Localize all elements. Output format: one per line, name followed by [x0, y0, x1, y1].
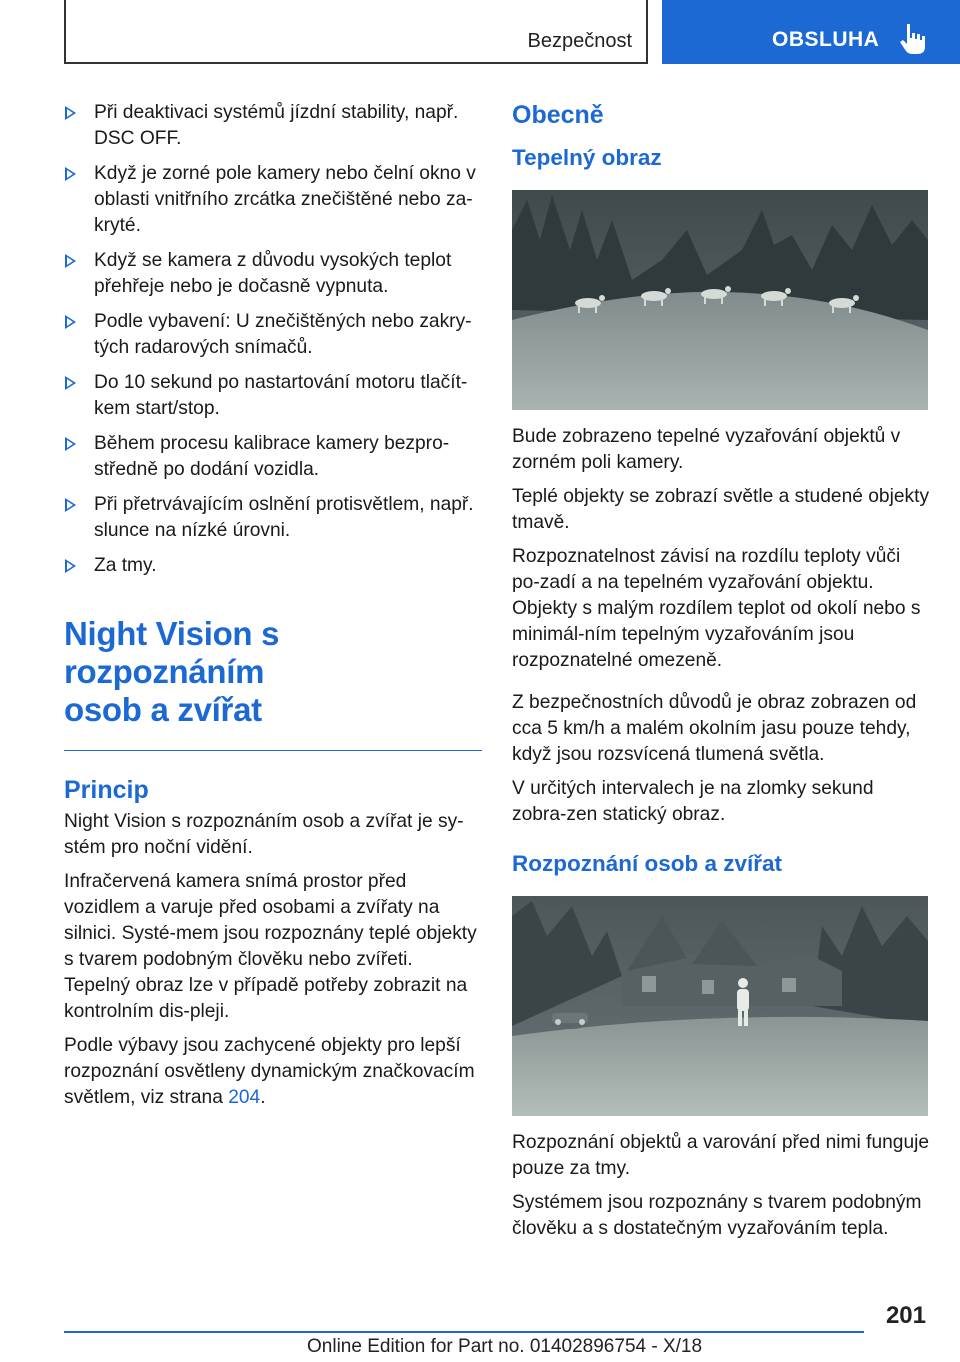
page-number: 201 — [885, 1302, 926, 1329]
list-item — [64, 309, 482, 361]
left-column — [64, 100, 482, 1119]
paragraph: Systémem jsou rozpoznány s tvarem podobným člověku a s dostatečným vyzařováním tepla. — [512, 1192, 922, 1239]
list-item — [64, 248, 482, 300]
paragraph: Infračervená kamera snímá prostor před vozidlem a varuje před osobami a zvířaty na silnici. Systé-mem jsou rozpoznány teplé objekty s tvarem podobným člověku nebo zvířeti. Tepelný obraz lze v případě potřeby zobrazit na kontrolním dis-pleji. — [64, 871, 477, 1022]
bullet-arrow-icon — [65, 376, 76, 390]
list-item — [64, 161, 482, 239]
list-item — [64, 370, 482, 422]
list-item-text: Když se kamera z důvodu vysokých teplot přehřeje nebo je dočasně vypnuta. — [94, 250, 452, 297]
chapter-tab-label: OBSLUHA — [772, 28, 880, 51]
paragraph: Teplé objekty se zobrazí světle a studené objekty tmavě. — [512, 486, 930, 533]
paragraph: Bude zobrazeno tepelné vyzařování objektů v zorném poli kamery. — [512, 426, 901, 473]
paragraph-with-link — [64, 1033, 482, 1111]
edition-footer: Online Edition for Part no. 01402896754 - X/18 — [307, 1336, 703, 1357]
page-reference-link[interactable]: 204 — [228, 1087, 261, 1108]
chapter-heading-line1: Night Vision s rozpoznáním — [64, 615, 280, 690]
list-item-text: Při deaktivaci systémů jízdní stability, např. DSC OFF. — [94, 102, 459, 149]
subheading-thermal-image: Tepelný obraz — [512, 145, 662, 170]
paragraph: Night Vision s rozpoznáním osob a zvířat je sy-stém pro noční vidění. — [64, 811, 464, 858]
chapter-tab[interactable] — [662, 0, 960, 64]
list-item-text: Podle vybavení: U znečištěných nebo zakry-tých radarových snímačů. — [94, 311, 472, 358]
section-heading-principle: Princip — [64, 776, 149, 804]
list-item-text: Za tmy. — [94, 555, 157, 576]
list-item-text: Během procesu kalibrace kamery bezpro-středně po dodání vozidla. — [94, 433, 450, 480]
chapter-heading — [64, 615, 482, 729]
list-item — [64, 492, 482, 544]
chapter-heading-line2: osob a zvířat — [64, 691, 262, 728]
paragraph: Rozpoznání objektů a varování před nimi funguje pouze za tmy. — [512, 1132, 930, 1179]
list-item — [64, 431, 482, 483]
subheading-detection: Rozpoznání osob a zvířat — [512, 851, 783, 876]
heading-divider — [64, 750, 482, 751]
bullet-list — [64, 100, 482, 579]
thermal-image-animals-figure — [512, 190, 928, 410]
bullet-arrow-icon — [65, 437, 76, 451]
list-item-text: Do 10 sekund po nastartování motoru tlačít-kem start/stop. — [94, 372, 468, 419]
paragraph: Rozpoznatelnost závisí na rozdílu teploty vůči po-zadí a na tepelném vyzařování objektu. Objekty s malým rozdílem teplot od okolí nebo s minimál-ním tepelným vyzařováním jsou rozpoznatelné omezeně. — [512, 546, 921, 671]
right-column — [512, 100, 932, 1250]
header-section-box — [64, 0, 648, 64]
bullet-arrow-icon — [65, 167, 76, 181]
list-item-text: Při přetrvávajícím oslnění protisvětlem, např. slunce na nízké úrovni. — [94, 494, 474, 541]
bullet-arrow-icon — [65, 254, 76, 268]
list-item — [64, 553, 482, 579]
bullet-arrow-icon — [65, 498, 76, 512]
paragraph: Z bezpečnostních důvodů je obraz zobrazen od cca 5 km/h a malém okolním jasu pouze tehdy, když jsou rozsvícená tlumená světla. — [512, 692, 917, 765]
bullet-arrow-icon — [65, 559, 76, 573]
section-title: Bezpečnost — [527, 30, 632, 52]
footer-divider — [64, 1331, 864, 1333]
paragraph-end: . — [260, 1087, 266, 1108]
bullet-arrow-icon — [65, 106, 76, 120]
paragraph: V určitých intervalech je na zlomky sekund zobra-zen statický obraz. — [512, 778, 874, 825]
paragraph-text: Podle výbavy jsou zachycené objekty pro lepší rozpoznání osvětleny dynamickým značkovacím světlem, viz strana — [64, 1035, 475, 1108]
thermal-image-pedestrian-figure — [512, 896, 928, 1116]
pointing-hand-icon — [898, 22, 928, 56]
section-heading-general: Obecně — [512, 101, 604, 129]
bullet-arrow-icon — [65, 315, 76, 329]
list-item — [64, 100, 482, 152]
list-item-text: Když je zorné pole kamery nebo čelní okno v oblasti vnitřního zrcátka znečištěné nebo za-kryté. — [94, 163, 476, 236]
